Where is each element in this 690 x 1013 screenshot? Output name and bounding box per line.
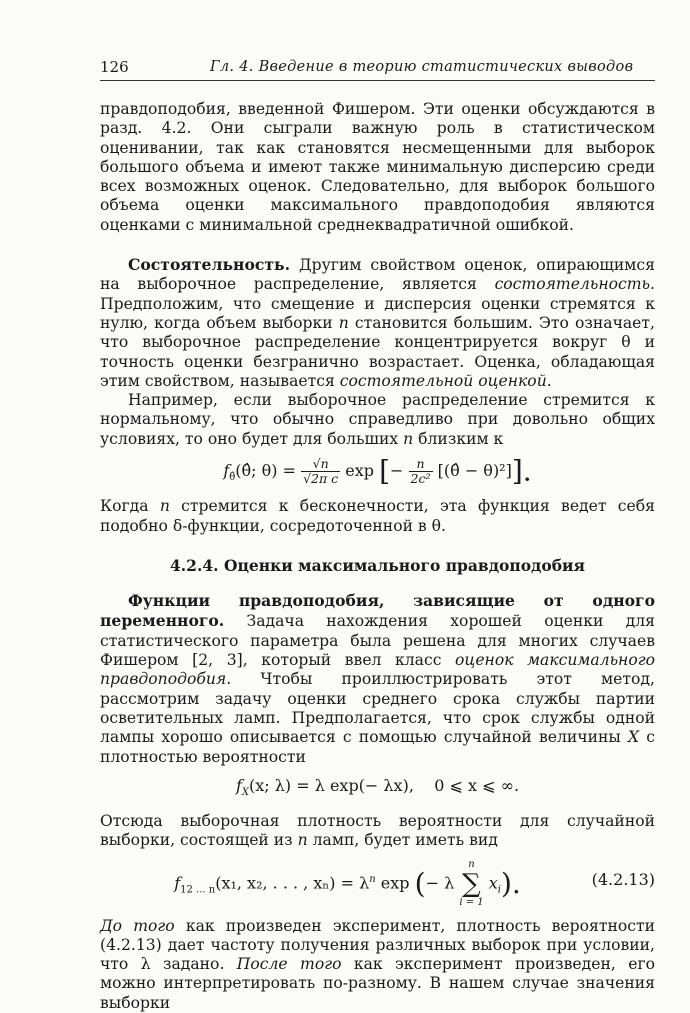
formula-normal-density: $f_{\thetâ}(\thetâ$; θ) = $\frac{√n}{\text{√2π c}}$ exp [− $\frac{n}{\text{2c²}}$ [(θ̂ − θ)²]]. xyxy=(223,454,532,488)
fraction-n-over-2c2: $\frac{n}{\text{2c²}}$ xyxy=(410,456,431,487)
equation-number: (4.2.13) xyxy=(591,869,655,889)
paragraph-intro: правдоподобия, введенной Фишером. Эти оценки обсуждаются в разд. 4.2. Они сыграли важную роль в статистическом оценивании, так как становятся несмещенными для выборок большого объема и имеют также минимальную дисперсию среди всех возможных оценок. Следовательно, для выборок большого объема оценки максимального правдоподобия являются оценками с минимальной среднеквадратичной ошибкой. xyxy=(100,100,655,234)
paragraph-delta: Когда n стремится к бесконечности, эта функция ведет себя подобно δ-функции, сосредоточенной в θ. xyxy=(100,497,655,535)
summation-sign: n ∑ i = 1 xyxy=(459,858,484,908)
formula-exponential-density: $f_X(x$; λ) = λ exp(− λx), 0 ⩽ x ⩽ ∞. xyxy=(235,775,520,798)
term-ml-estimates: оценок максимального правдоподобия xyxy=(100,651,655,689)
running-title: Гл. 4. Введение в теорию статистических выводов xyxy=(210,59,634,75)
page-body xyxy=(100,100,655,1013)
run-in-heading-likelihood: Функции правдоподобия, зависящие от одного переменного. xyxy=(100,591,655,631)
term-consistency: состоятельность xyxy=(494,275,651,294)
paragraph-sample-density: Отсюда выборочная плотность вероятности для случайной выборки, состоящей из n ламп, будет иметь вид xyxy=(100,811,655,850)
page-header xyxy=(100,56,655,81)
paragraph-normal-example: Например, если выборочное распределение стремится к нормальному, что обычно справедливо при довольно общих условиях, то оно будет для больших n близким к xyxy=(100,391,655,448)
paragraph-interpretation: До того как произведен эксперимент, плотность вероятности (4.2.13) дает частоту получения различных выборок при условии, что λ задано. После того как эксперимент произведен, его можно интерпретировать по-разному. В нашем случае значения выборки xyxy=(100,916,655,1012)
page-number: 126 xyxy=(100,58,129,76)
paragraph-consistency: Состоятельность. Другим свойством оценок, опирающимся на выборочное распределение, является состоятельность. Предположим, что смещение и дисперсия оценки стремятся к нулю, когда объем выборки n становится большим. Это означает, что выборочное распределение концентрируется вокруг θ и точность оценки безгранично возрастает. Оценка, обладающая этим свойством, называется состоятельной оценкой. xyxy=(100,255,655,390)
run-in-heading-consistency: Состоятельность. xyxy=(128,255,291,275)
formula-4-2-13: $f_{12 ... n}(x_1$, x₂, . . . , $x_n) = \lambda^n$ exp (− λ n ∑ i = 1 $x_i$). (4.2.13) xyxy=(174,858,655,908)
section-heading: 4.2.4. Оценки максимального правдоподобия xyxy=(170,555,585,575)
term-consistent-estimate: состоятельной оценкой xyxy=(339,371,547,390)
paragraph-ml-intro: Функции правдоподобия, зависящие от одного переменного. Задача нахождения хорошей оценки для статистического параметра была решена для многих случаев Фишером [2, 3], который ввел класс оценок максимального правдоподобия. Чтобы проиллюстрировать этот метод, рассмотрим задачу оценки среднего срока службы партии осветительных ламп. Предполагается, что срок службы одной лампы хорошо описывается с помощью случайной величины X с плотностью вероятности xyxy=(100,591,655,766)
fraction-sqrt-n: $\frac{√n}{\text{√2π c}}$ xyxy=(303,456,339,487)
